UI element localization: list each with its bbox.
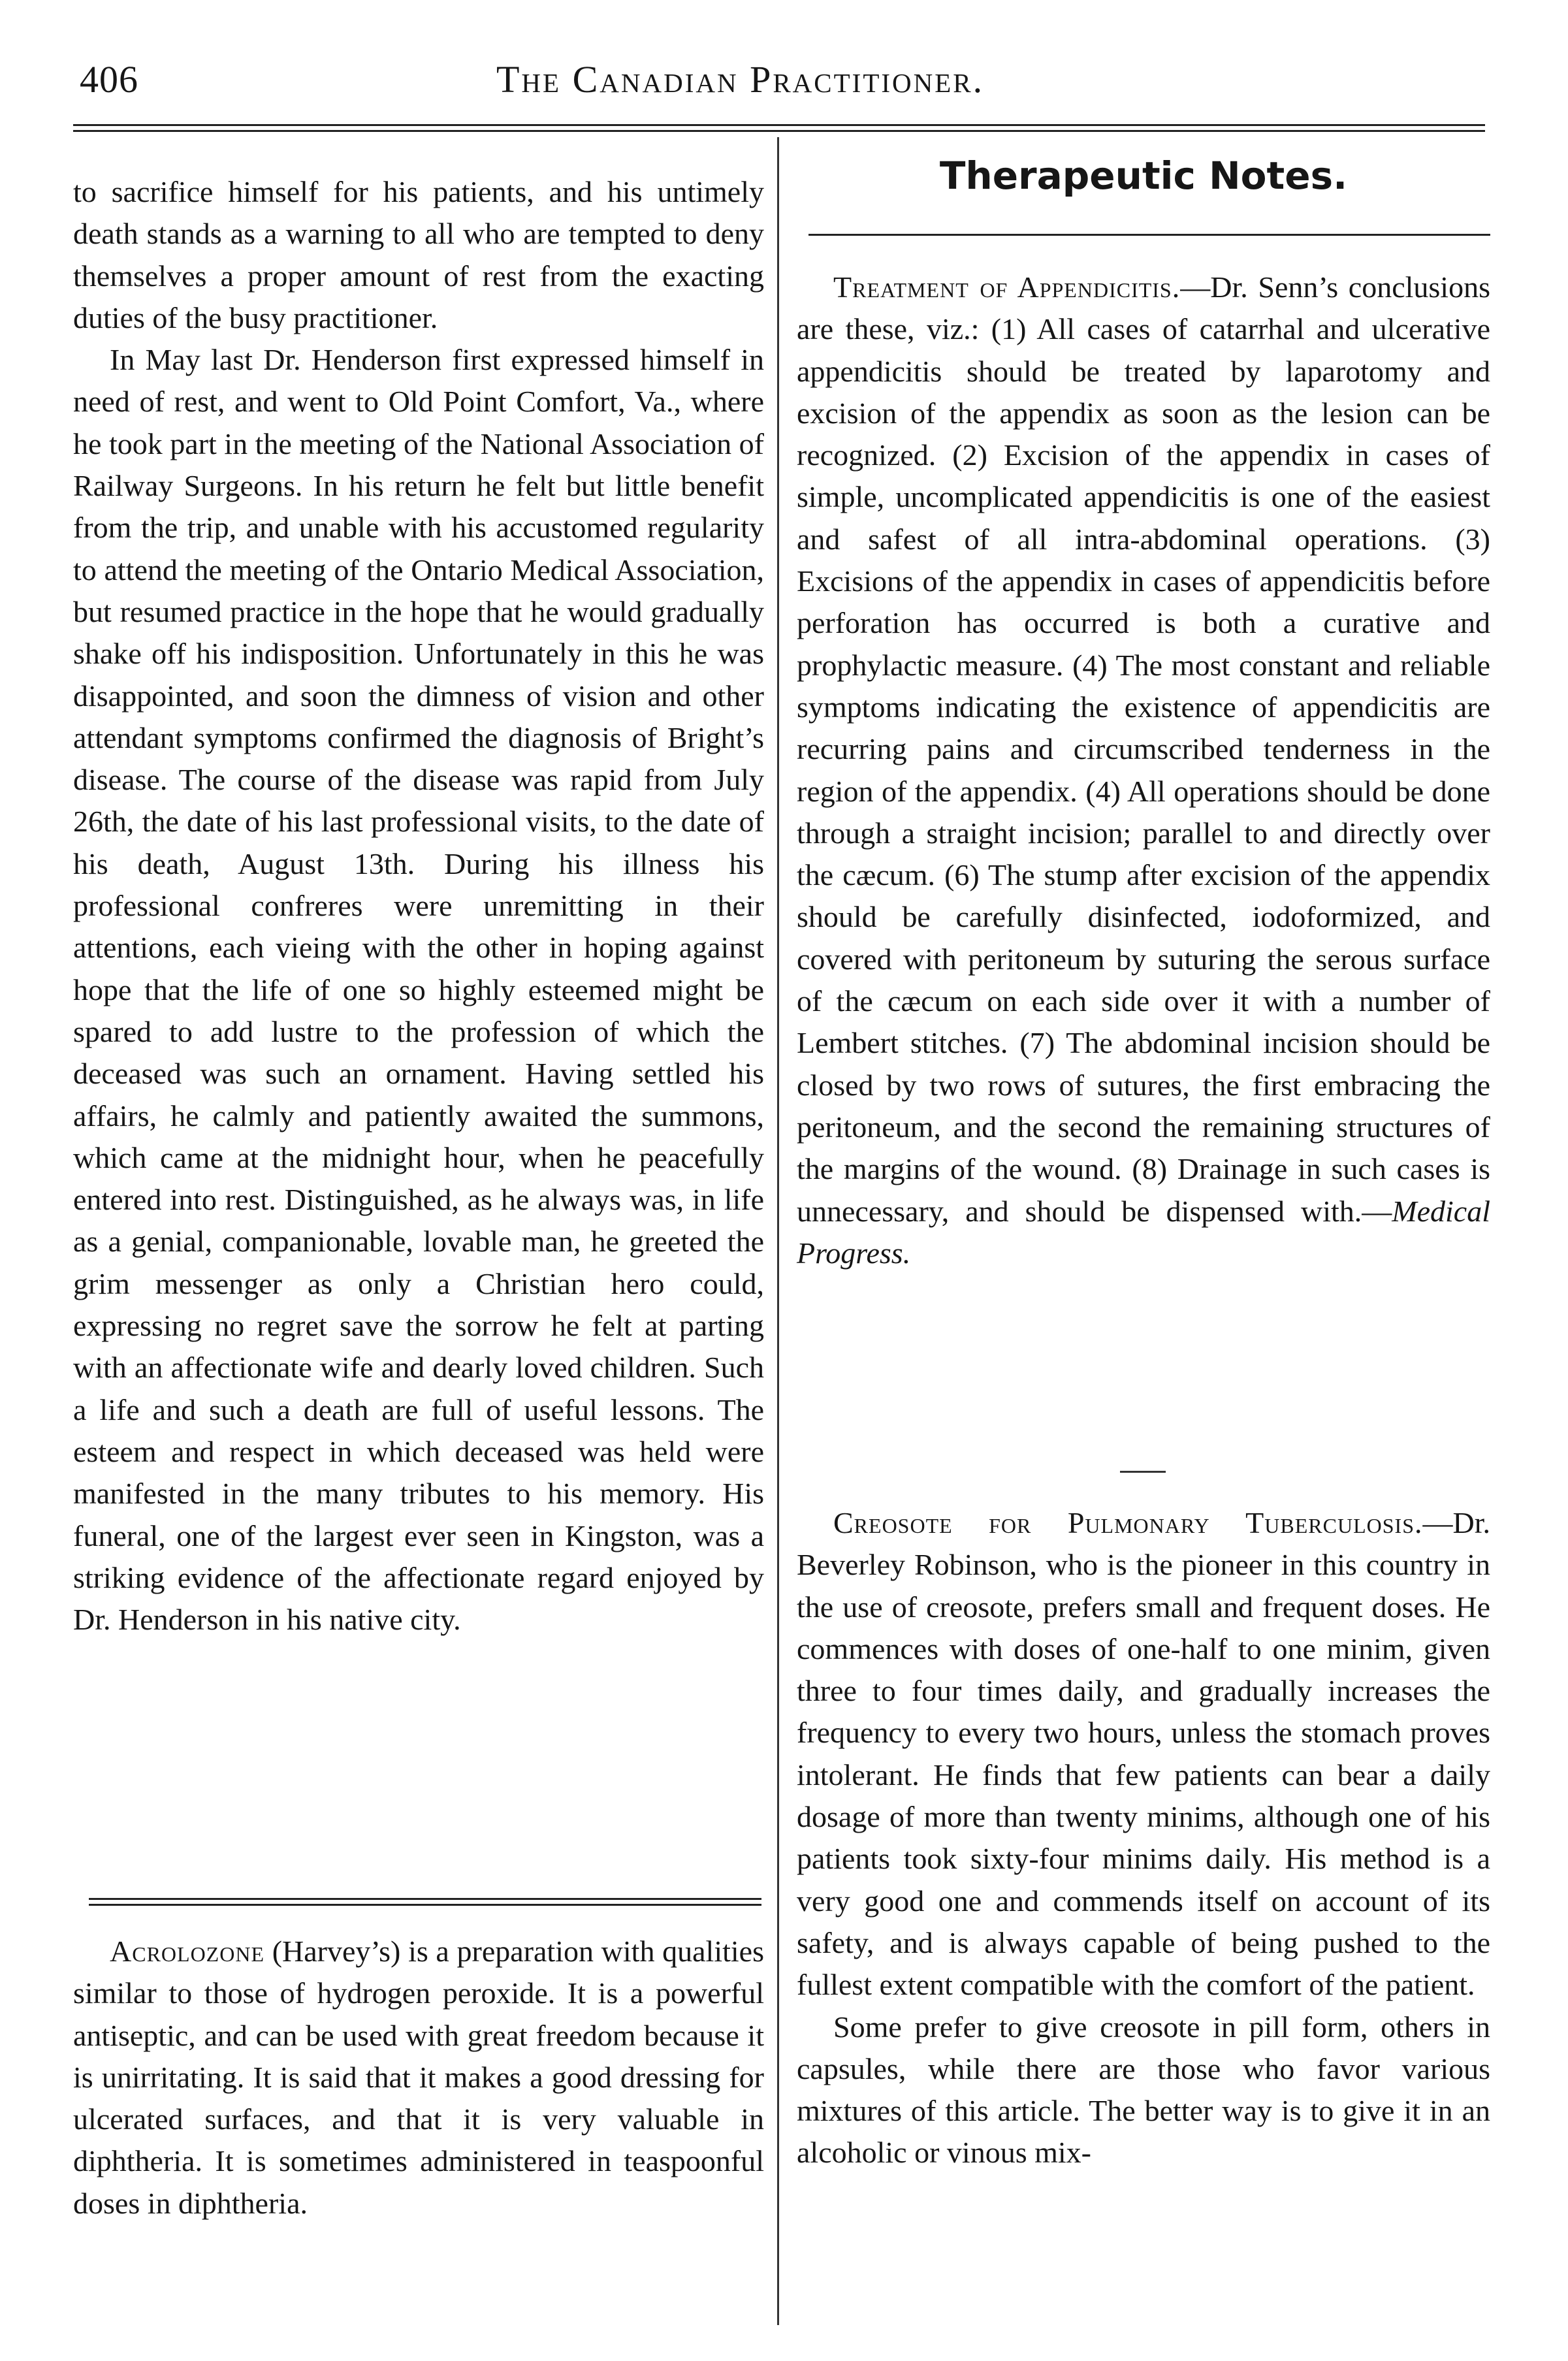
appendicitis-lead: Treatment of Appendicitis. <box>833 270 1181 304</box>
acrolozone-lead: Acrolozone <box>110 1935 264 1968</box>
header-rule <box>73 124 1485 132</box>
journal-title: The Canadian Practitioner. <box>496 58 985 101</box>
column-divider <box>777 137 779 2325</box>
page-number: 406 <box>80 58 138 101</box>
page-header <box>39 57 1476 123</box>
acrolozone-rule <box>89 1898 761 1906</box>
creosote-paragraph-2: Some prefer to give creosote in pill form, others in capsules, while there are those who favor various mixtures of this article. The better way is to give it in an alcoholic or vinous mix- <box>797 2010 1490 2170</box>
acrolozone-article <box>73 1931 764 2224</box>
appendicitis-text: —Dr. Senn’s conclusions are these, viz.: (1) All cases of catarrhal and ulcerative appendicitis should be treated by laparotomy and excision of the appendix as soon as the lesion can be recognized. (2) Excision of the appendix in cases of simple, uncomplicated appendicitis is one of the easiest and safest of all intra-abdominal operations. (3) Excisions of the appendix in cases of appendicitis before perforation has occurred is both a curative and prophylactic measure. (4) The most constant and reliable symptoms indicating the existence of appendicitis are recurring pains and circumscribed tenderness in the region of the appendix. (4) All operations should be done through a straight incision; parallel to and directly over the cæcum. (6) The stump after excision of the appendix should be carefully disinfected, iodoformized, and covered with peritoneum by suturing the serous surface of the cæcum on each side over it with a number of Lembert stitches. (7) The abdominal incision should be closed by two rows of sutures, the first embracing the peritoneum, and the second the remaining structures of the margins of the wound. (8) Drainage in such cases is unnecessary, and should be dispensed with.— <box>797 270 1490 1228</box>
section-heading: Therapeutic Notes. <box>939 153 1348 198</box>
obituary-paragraph-1: to sacrifice himself for his patients, and his untimely death stands as a warning to all who are tempted to deny themselves a proper amount of rest from the exacting duties of the busy practitioner. <box>73 175 764 334</box>
creosote-article <box>797 1502 1490 2174</box>
creosote-lead: Creosote for Pulmonary Tuberculosis. <box>833 1506 1423 1539</box>
article-separator <box>1120 1471 1166 1473</box>
obituary-paragraph-2: In May last Dr. Henderson first expressed himself in need of rest, and went to Old Point Comfort, Va., where he took part in the meeting of the National Association of Railway Surgeons. In his return he felt but little benefit from the trip, and unable with his accustomed regularity to attend the meeting of the Ontario Medical Association, but resumed practice in the hope that he would gradually shake off his indisposition. Unfortunately in this he was disappointed, and soon the dimness of vision and other attendant symptoms confirmed the diagnosis of Bright’s disease. The course of the disease was rapid from July 26th, the date of his last professional visits, to the date of his death, August 13th. During his illness his professional confreres were unremitting in their attentions, each vieing with the other in hoping against hope that the life of one so highly esteemed might be spared to add lustre to the profession of which the deceased was such an ornament. Having settled his affairs, he calmly and patiently awaited the summons, which came at the midnight hour, when he peacefully entered into rest. Distinguished, as he always was, in life as a genial, companionable, lovable man, he greeted the grim messenger as only a Christian hero could, expressing no regret save the sorrow he felt at parting with an affectionate wife and dearly loved children. Such a life and such a death are full of useful lessons. The esteem and respect in which deceased was held were manifested in the many tributes to his memory. His funeral, one of the largest ever seen in Kingston, was a striking evidence of the affectionate regard enjoyed by Dr. Henderson in his native city. <box>73 343 764 1637</box>
obituary-text <box>73 171 764 1641</box>
appendicitis-article <box>797 266 1490 1274</box>
appendicitis-source: Medical Progress. <box>797 1194 1490 1270</box>
acrolozone-text: (Harvey’s) is a preparation with qualities similar to those of hydrogen peroxide. It is a powerful antiseptic, and can be used with great freedom because it is unirritating. It is said that it makes a good dressing for ulcerated surfaces, and that it is very valuable in diphtheria. It is sometimes administered in teaspoonful doses in diphtheria. <box>73 1935 764 2220</box>
creosote-text: —Dr. Beverley Robinson, who is the pioneer in this country in the use of creosote, prefers small and frequent doses. He commences with doses of one-half to one minim, given three to four times daily, and gradually increases the frequency to every two hours, unless the stomach proves intolerant. He finds that few patients can bear a daily dosage of more than twenty minims, although one of his patients took sixty-four minims daily. His method is a very good one and commends itself on account of its safety, and is always capable of being pushed to the fullest extent compatible with the comfort of the patient. <box>797 1506 1490 2002</box>
heading-rule <box>808 234 1490 236</box>
